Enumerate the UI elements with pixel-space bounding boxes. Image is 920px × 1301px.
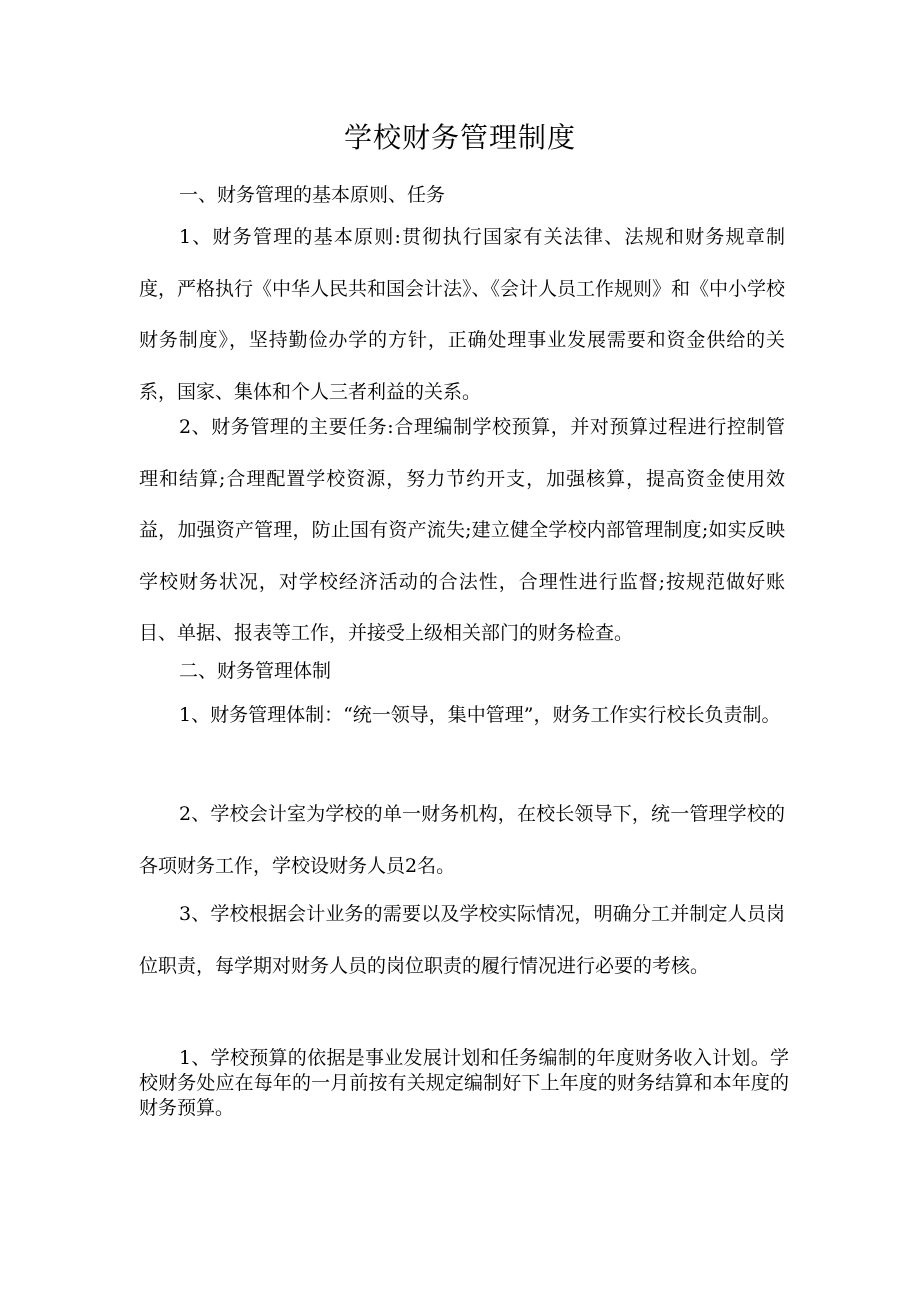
paragraph-management-system — [139, 690, 785, 742]
paragraph-budget-basis — [139, 1046, 789, 1121]
paragraph-accounting-office — [139, 789, 785, 892]
paragraph-text: 二、财务管理体制 — [179, 660, 332, 682]
paragraph-text: 1、财务管理体制：“统一领导，集中管理”，财务工作实行校长负责制。 — [179, 704, 781, 726]
paragraph-main-tasks — [139, 402, 785, 660]
paragraph-division-of-labor — [139, 889, 785, 992]
paragraph-text: 2、财务管理的主要任务:合理编制学校预算，并对预算过程进行控制管理和结算;合理配置学校资源，努力节约开支，加强核算，提高资金使用效益，加强资产管理，防止国有资产流失;建立健全学校内部管理制度;如实反映学校财务状况，对学校经济活动的合法性，合理性进行监督;按规范做好账目、单据、报表等工作，并接受上级相关部门的财务检查。 — [139, 416, 785, 644]
paragraph-text: 1、财务管理的基本原则:贯彻执行国家有关法律、法规和财务规章制度，严格执行《中华人民共和国会计法》、《会计人员工作规则》和《中小学校财务制度》，坚持勤俭办学的方针，正确处理事业发展需要和资金供给的关系，国家、集体和个人三者利益的关系。 — [139, 226, 786, 403]
paragraph-text: 3、学校根据会计业务的需要以及学校实际情况，明确分工并制定人员岗位职责，每学期对财务人员的岗位职责的履行情况进行必要的考核。 — [139, 903, 785, 977]
paragraph-basic-principles — [139, 212, 785, 418]
paragraph-text: 1、学校预算的依据是事业发展计划和任务编制的年度财务收入计划。学校财务处应在每年的一月前按有关规定编制好下上年度的财务结算和本年度的财务预算。 — [139, 1047, 789, 1119]
paragraph-text: 2、学校会计室为学校的单一财务机构，在校长领导下，统一管理学校的各项财务工作，学校设财务人员2名。 — [139, 803, 785, 877]
document-title: 学校财务管理制度 — [343, 121, 576, 154]
paragraph-text: 一、财务管理的基本原则、任务 — [179, 184, 446, 206]
